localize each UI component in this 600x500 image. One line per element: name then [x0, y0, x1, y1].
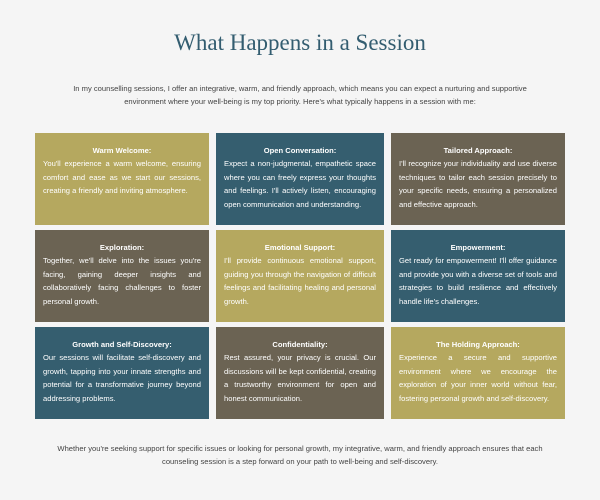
intro-paragraph: In my counselling sessions, I offer an integrative, warm, and friendly approach, which means you can expect a nurturing and supportive environment where your well-being is my top priority. Here's what typically happens in a session with me:: [73, 84, 527, 106]
card-text: Expect a non-judgmental, empathetic space where you can freely express your thoughts and feelings. I'll actively listen, encouraging open communication and understanding.: [224, 159, 376, 209]
card-title: Exploration:: [99, 243, 145, 252]
card-open-conversation: [216, 133, 384, 225]
card-text: I'll provide continuous emotional support, guiding you through the navigation of difficult feelings and facilitating healing and personal growth.: [224, 256, 376, 306]
card-text: Rest assured, your privacy is crucial. Our discussions will be kept confidential, creating a trustworthy environment for open and honest communication.: [224, 353, 376, 403]
card-exploration: [35, 230, 209, 322]
card-text: You'll experience a warm welcome, ensuring comfort and ease as we start our sessions, creating a friendly and inviting atmosphere.: [43, 159, 201, 195]
card-growth-self-discovery: [35, 327, 209, 419]
card-title: Confidentiality:: [272, 340, 328, 349]
card-confidentiality: [216, 327, 384, 419]
card-text: Our sessions will facilitate self-discovery and growth, tapping into your innate strengths and potential for a transformative journey beyond addressing problems.: [43, 353, 201, 403]
card-title: Growth and Self-Discovery:: [72, 340, 172, 349]
card-title: Open Conversation:: [263, 146, 337, 155]
card-title: The Holding Approach:: [436, 340, 520, 349]
card-empowerment: [391, 230, 565, 322]
session-cards-grid: [35, 133, 565, 419]
card-text: Experience a secure and supportive environment where we encourage the exploration of your inner world without fear, fostering personal growth and self-discovery.: [399, 353, 557, 403]
card-warm-welcome: [35, 133, 209, 225]
card-title: Tailored Approach:: [443, 146, 513, 155]
card-text: I'll recognize your individuality and use diverse techniques to tailor each session precisely to your specific needs, ensuring a personalized and effective approach.: [399, 159, 557, 209]
card-text: Together, we'll delve into the issues you're facing, gaining deeper insights and collaboratively facing challenges to foster personal growth.: [43, 256, 201, 306]
card-title: Warm Welcome:: [92, 146, 152, 155]
card-tailored-approach: [391, 133, 565, 225]
card-title: Emotional Support:: [264, 243, 336, 252]
closing-paragraph: Whether you're seeking support for specific issues or looking for personal growth, my integrative, warm, and friendly approach ensures that each counseling session is a step forward on your path to well-being and self-discovery.: [57, 444, 543, 466]
card-title: Empowerment:: [450, 243, 506, 252]
page-title: What Happens in a Session: [174, 30, 426, 55]
card-text: Get ready for empowerment! I'll offer guidance and provide you with a diverse set of tools and strategies to build resilience and effectively handle life's challenges.: [399, 256, 557, 306]
card-emotional-support: [216, 230, 384, 322]
card-holding-approach: [391, 327, 565, 419]
